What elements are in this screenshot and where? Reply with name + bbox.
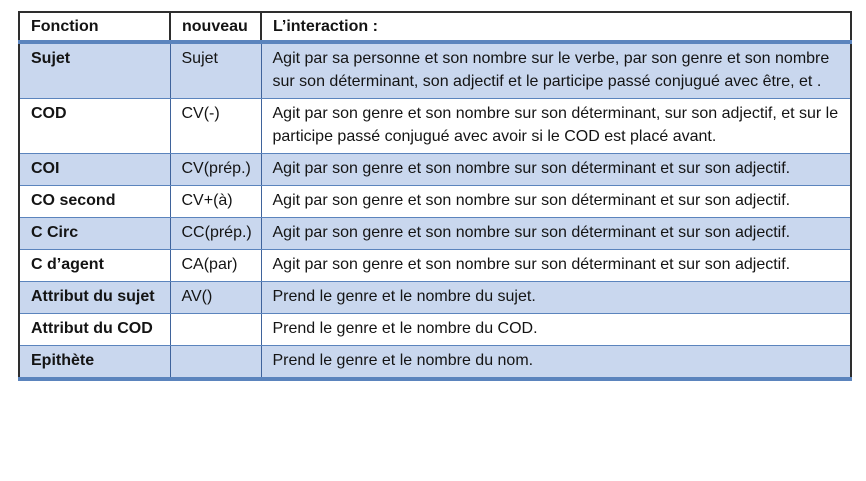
grammar-functions-table (18, 11, 852, 381)
cell-interaction: Prend le genre et le nombre du COD. (261, 314, 851, 346)
cell-nouveau (170, 346, 261, 380)
cell-fonction: C Circ (19, 218, 170, 250)
column-header-fonction: Fonction (19, 12, 170, 42)
cell-nouveau (170, 314, 261, 346)
cell-fonction: Epithète (19, 346, 170, 380)
cell-fonction: COI (19, 154, 170, 186)
cell-interaction: Agit par sa personne et son nombre sur le verbe, par son genre et son nombre sur son déterminant, son adjectif et le participe passé conjugué avec être, et . (261, 42, 851, 99)
column-header-nouveau: nouveau (170, 12, 261, 42)
cell-fonction: Attribut du sujet (19, 282, 170, 314)
table-row (19, 154, 851, 186)
table-row (19, 282, 851, 314)
table-header (19, 12, 851, 42)
cell-interaction: Prend le genre et le nombre du sujet. (261, 282, 851, 314)
table-row (19, 186, 851, 218)
cell-nouveau: CV(-) (170, 99, 261, 154)
cell-nouveau: Sujet (170, 42, 261, 99)
cell-fonction: Sujet (19, 42, 170, 99)
header-row (19, 12, 851, 42)
cell-interaction: Prend le genre et le nombre du nom. (261, 346, 851, 380)
cell-interaction: Agit par son genre et son nombre sur son déterminant et sur son adjectif. (261, 154, 851, 186)
cell-nouveau: CA(par) (170, 250, 261, 282)
table-body (19, 42, 851, 379)
cell-interaction: Agit par son genre et son nombre sur son déterminant et sur son adjectif. (261, 250, 851, 282)
cell-fonction: CO second (19, 186, 170, 218)
table-row (19, 42, 851, 99)
cell-interaction: Agit par son genre et son nombre sur son déterminant, sur son adjectif, et sur le participe passé conjugué avec avoir si le COD est placé avant. (261, 99, 851, 154)
table-row (19, 218, 851, 250)
column-header-interaction: L’interaction : (261, 12, 851, 42)
cell-interaction: Agit par son genre et son nombre sur son déterminant et sur son adjectif. (261, 218, 851, 250)
cell-interaction: Agit par son genre et son nombre sur son déterminant et sur son adjectif. (261, 186, 851, 218)
cell-nouveau: CV(prép.) (170, 154, 261, 186)
table-row (19, 314, 851, 346)
cell-fonction: COD (19, 99, 170, 154)
cell-nouveau: CV+(à) (170, 186, 261, 218)
table-row (19, 99, 851, 154)
table-row (19, 346, 851, 380)
cell-nouveau: AV() (170, 282, 261, 314)
cell-fonction: C d’agent (19, 250, 170, 282)
cell-fonction: Attribut du COD (19, 314, 170, 346)
table-row (19, 250, 851, 282)
cell-nouveau: CC(prép.) (170, 218, 261, 250)
